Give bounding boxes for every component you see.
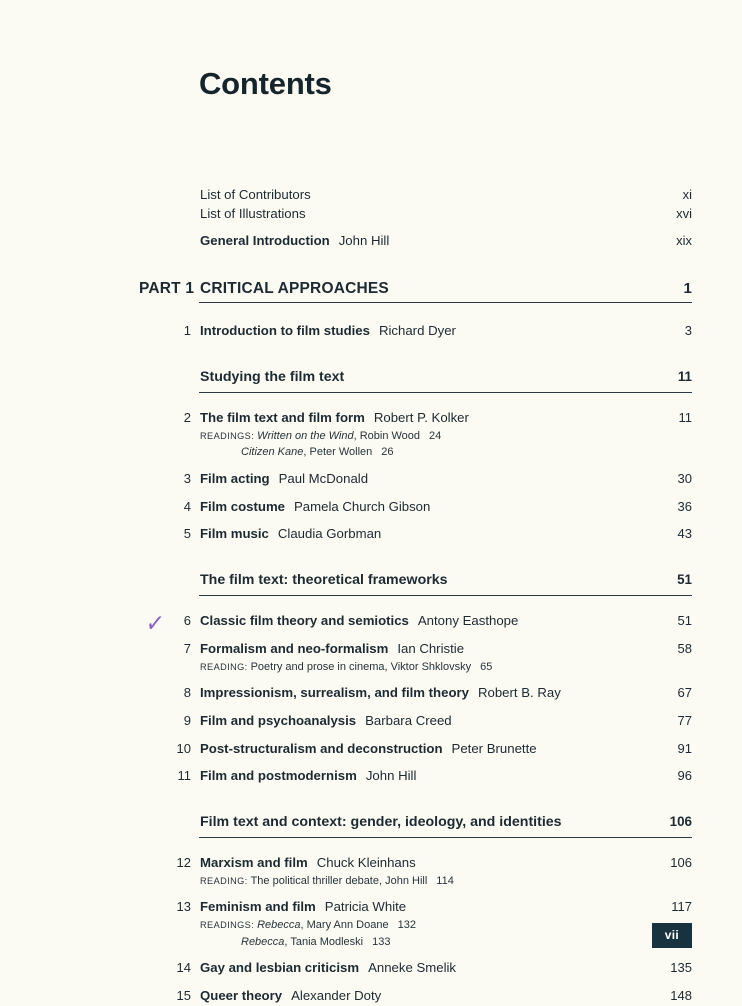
reading-label: READINGS:: [200, 430, 258, 441]
part-page: 1: [683, 280, 692, 298]
entry-author: Pamela Church Gibson: [294, 498, 431, 514]
entry-title: The film text and film form: [200, 410, 365, 426]
handwritten-check-icon: ✓: [144, 608, 166, 641]
entry-page-number: 30: [677, 470, 692, 486]
front-matter-body: [200, 205, 646, 224]
entry-body: [200, 684, 646, 703]
front-matter-row[interactable]: [139, 186, 692, 205]
entry-author: Barbara Creed: [365, 712, 452, 728]
entry-body: [200, 898, 646, 917]
section-rule: [199, 595, 692, 596]
entry-number: 3: [183, 470, 191, 486]
entry-title: Film and postmodernism: [200, 768, 357, 784]
toc-reading: [139, 934, 692, 951]
reading-page-number: 133: [372, 935, 391, 948]
entry-body: [200, 470, 646, 489]
entry-title: Formalism and neo-formalism: [200, 640, 389, 656]
reading-rest: Poetry and prose in cinema, Viktor Shklovsky: [250, 660, 472, 673]
entry-title: Introduction to film studies: [200, 323, 370, 339]
reading-page-number: 24: [429, 429, 442, 442]
entry-author: Anneke Smelik: [368, 960, 457, 976]
reading-text: [200, 873, 646, 890]
entry-page-number: 67: [677, 685, 692, 701]
entry-number: 2: [183, 410, 191, 426]
reading-text: [200, 659, 646, 676]
entry-title: Film and psychoanalysis: [200, 712, 357, 728]
page-title: Contents: [199, 66, 332, 101]
entry-number: 15: [176, 987, 191, 1003]
toc-entry[interactable]: [139, 322, 692, 341]
toc-entry[interactable]: [139, 898, 692, 917]
entry-title: Film costume: [200, 498, 286, 514]
entry-author: Chuck Kleinhans: [316, 855, 416, 871]
entry-number: 6: [183, 613, 191, 629]
reading-label: READING:: [200, 875, 251, 886]
part-heading-wrapper: [139, 278, 692, 300]
section-heading[interactable]: [139, 812, 692, 838]
toc-entry[interactable]: [139, 959, 692, 978]
entry-number: 9: [183, 712, 191, 728]
front-matter-body: [200, 186, 646, 205]
entry-author: Richard Dyer: [378, 323, 456, 339]
entry-number: 12: [176, 855, 191, 871]
toc-entry[interactable]: [139, 854, 692, 873]
entry-author: Peter Brunette: [451, 740, 537, 756]
front-matter-row[interactable]: [139, 205, 692, 224]
reading-text: [200, 444, 646, 461]
entry-number: 1: [183, 323, 191, 339]
page-folio: vii: [652, 923, 692, 948]
entry-title: Classic film theory and semiotics: [200, 613, 409, 629]
entry-body: [200, 767, 646, 786]
toc-reading: [139, 428, 692, 445]
toc-entry[interactable]: [139, 470, 692, 489]
entry-body: [200, 409, 646, 428]
section-page-number: 51: [677, 572, 692, 588]
reading-rest: , Tania Modleski: [284, 935, 364, 948]
entry-number: 8: [183, 685, 191, 701]
front-matter-list: [139, 186, 692, 251]
toc-entry[interactable]: [139, 498, 692, 517]
entry-body: [200, 987, 646, 1006]
reading-page-number: 65: [480, 660, 493, 673]
sections-list: [139, 367, 692, 1006]
front-matter-label: General Introduction: [200, 233, 330, 249]
toc-entry[interactable]: [139, 525, 692, 544]
reading-label: READING:: [200, 661, 251, 672]
part-rule: [199, 302, 692, 303]
reading-title-italic: Citizen Kane: [241, 446, 304, 459]
entry-title: Gay and lesbian criticism: [200, 960, 360, 976]
entry-title: Post-structuralism and deconstruction: [200, 740, 443, 756]
entry-number: 10: [176, 740, 191, 756]
entry-title: Film music: [200, 526, 269, 542]
reading-label: READINGS:: [200, 920, 258, 931]
entry-author: Robert B. Ray: [477, 685, 561, 701]
entry-title: Impressionism, surrealism, and film theory: [200, 685, 469, 701]
entry-page-number: 77: [677, 712, 692, 728]
toc-entry[interactable]: [139, 684, 692, 703]
reading-text: [200, 428, 646, 445]
part-heading[interactable]: [139, 278, 692, 300]
front-matter-label: List of Illustrations: [200, 205, 306, 221]
section-rule: [199, 392, 692, 393]
entry-number: 11: [177, 768, 191, 784]
front-matter-page-number: xix: [676, 233, 692, 249]
entry-page-number: 106: [670, 855, 692, 871]
toc-reading: [139, 659, 692, 676]
part-title: CRITICAL APPROACHES: [200, 280, 389, 298]
section-page-number: 106: [669, 814, 692, 830]
reading-rest: , Peter Wollen: [303, 446, 373, 459]
entry-author: Paul McDonald: [278, 470, 369, 486]
entry-page-number: 3: [684, 323, 692, 339]
entry-page-number: 148: [670, 987, 692, 1003]
top-level-entries: [139, 322, 692, 341]
reading-page-number: 132: [397, 919, 416, 932]
toc-entry[interactable]: [139, 740, 692, 759]
entry-title: Marxism and film: [200, 855, 308, 871]
toc-entry[interactable]: [139, 712, 692, 731]
section-title: The film text: theoretical frameworks: [200, 572, 448, 589]
front-matter-body: [200, 232, 646, 251]
entry-page-number: 51: [677, 613, 692, 629]
entry-title: Feminism and film: [200, 899, 316, 915]
entry-page-number: 11: [678, 410, 692, 426]
entry-body: [200, 959, 646, 978]
entry-author: Robert P. Kolker: [373, 410, 469, 426]
entry-page-number: 135: [670, 960, 692, 976]
section-rule: [199, 837, 692, 838]
front-matter-page-number: xi: [682, 187, 692, 202]
front-matter-author: John Hill: [338, 233, 390, 249]
entry-number: 5: [183, 526, 191, 542]
entry-body: [200, 612, 646, 631]
entry-page-number: 58: [677, 640, 692, 656]
entry-page-number: 96: [677, 768, 692, 784]
entry-body: [200, 525, 646, 544]
entry-body: [200, 640, 646, 659]
entry-page-number: 43: [677, 526, 692, 542]
entry-author: Antony Easthope: [417, 613, 519, 629]
entry-title: Film acting: [200, 470, 270, 486]
entry-page-number: 117: [671, 899, 692, 915]
entry-number: 7: [183, 640, 191, 656]
section-heading[interactable]: [139, 570, 692, 596]
toc-entry[interactable]: [139, 608, 692, 641]
entry-author: Ian Christie: [397, 640, 465, 656]
reading-rest: The political thriller debate, John Hill: [250, 874, 428, 887]
part-label: PART 1: [139, 280, 195, 298]
entry-page-number: 36: [677, 498, 692, 514]
entry-author: John Hill: [365, 768, 417, 784]
section-heading[interactable]: [139, 367, 692, 393]
entry-number: 14: [176, 960, 191, 976]
entry-author: Claudia Gorbman: [277, 526, 382, 542]
reading-title-italic: Written on the Wind: [257, 429, 354, 442]
toc-entry[interactable]: [139, 409, 692, 428]
entry-page-number: 91: [677, 740, 692, 756]
toc-reading: [139, 444, 692, 461]
front-matter-label: List of Contributors: [200, 187, 311, 202]
entry-body: [200, 498, 646, 517]
reading-page-number: 114: [436, 874, 454, 887]
reading-text: [200, 917, 646, 934]
toc-entry[interactable]: [139, 987, 692, 1006]
reading-rest: , Robin Wood: [353, 429, 421, 442]
front-matter-row[interactable]: [139, 232, 692, 251]
section-page-number: 11: [677, 368, 692, 384]
entry-body: [200, 854, 646, 873]
reading-rest: , Mary Ann Doane: [300, 919, 389, 932]
entry-number: 13: [176, 899, 191, 915]
table-of-contents: [139, 186, 692, 1006]
entry-number: 4: [183, 498, 191, 514]
reading-title-italic: Rebecca: [257, 919, 301, 932]
entry-body: [200, 740, 646, 759]
entry-title: Queer theory: [200, 987, 283, 1003]
toc-reading: [139, 873, 692, 890]
section-title: Film text and context: gender, ideology, and identities: [200, 814, 562, 831]
entry-author: Patricia White: [324, 899, 407, 915]
toc-entry[interactable]: [139, 767, 692, 786]
toc-entry[interactable]: [139, 640, 692, 659]
section-title: Studying the film text: [200, 368, 345, 385]
entry-author: Alexander Doty: [291, 987, 382, 1003]
front-matter-page-number: xvi: [676, 205, 692, 221]
entry-body: [200, 712, 646, 731]
reading-title-italic: Rebecca: [241, 935, 285, 948]
reading-page-number: 26: [381, 446, 394, 459]
reading-text: [200, 934, 646, 951]
toc-reading: [139, 917, 692, 934]
entry-body: [200, 322, 646, 341]
